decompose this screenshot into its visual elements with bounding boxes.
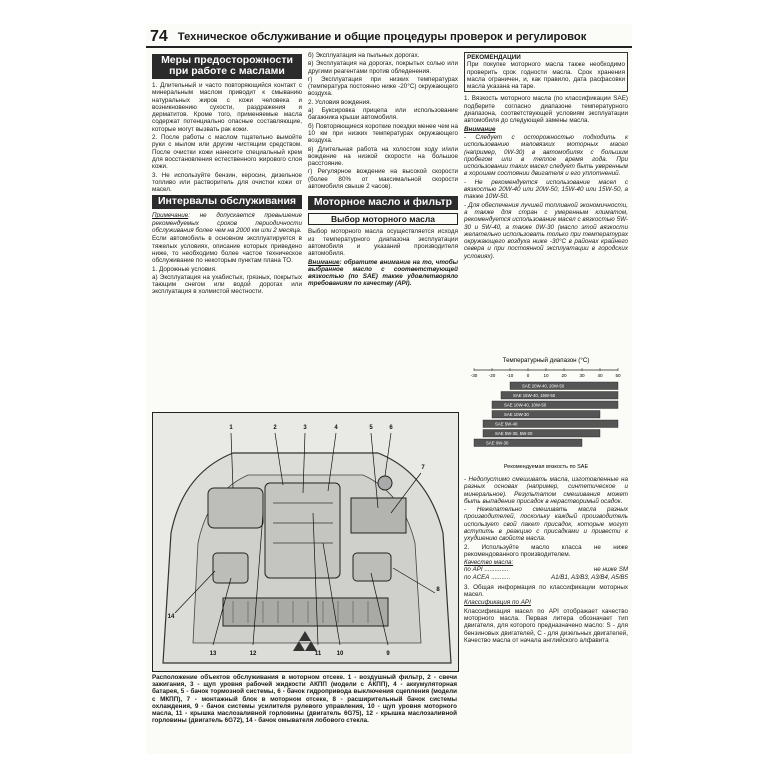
chart-tick-label: -30: [470, 373, 478, 378]
oil-quality-table: [464, 559, 628, 581]
note-paragraph: [152, 212, 302, 234]
callout-number: 12: [249, 651, 257, 657]
note-label: Примечание: [152, 212, 189, 220]
quality-label: Качество масла:: [464, 559, 514, 567]
chart-tick-label: 30: [579, 373, 585, 378]
chart-tick-label: 40: [597, 373, 603, 378]
callout-number: 5: [369, 425, 373, 431]
callout-number: 13: [209, 651, 217, 657]
acea-label: по ACEA: [464, 573, 490, 581]
attention-label: Внимание: [464, 125, 496, 133]
column-right: [464, 52, 628, 261]
callout-number: 11: [314, 651, 322, 657]
column-right-lower: [464, 476, 628, 645]
chart-bar-label: SAE 15W-40, 15W-50: [513, 393, 556, 398]
chart-title: Температурный диапазон (°С): [502, 357, 590, 364]
class-label: Классификация по API: [464, 599, 531, 607]
column-left: [152, 52, 302, 297]
paragraph: - Следует с осторожностью подходить к использованию маловязких моторных масел (например, 0W-30) в автомобилях с большим пробегом или в теплое время года. При использовании таких масел следует быть уверенным в хорошем состоянии двигателя и его уплотнений.: [464, 133, 628, 178]
paragraph: г) Эксплуатация при низких температурах (температура постоянно ниже -20°С) окружающего воздуха.: [308, 75, 458, 98]
chart-tick-label: 20: [561, 373, 567, 378]
paragraph: в) Эксплуатация на дорогах, покрытых солью или другими реагентами против обледенения.: [308, 60, 458, 75]
paragraph: Если автомобиль в основном эксплуатируется в тяжелых условиях, описание которых приведено ниже, то необходимо более частое техническое обслуживание по некоторым пунктам плана ТО.: [152, 235, 302, 265]
paragraph: 1. Дорожные условия.: [152, 265, 217, 273]
chart-xlabel: Рекомендуемая вязкость по SAE: [503, 464, 589, 470]
viscosity-chart: [464, 354, 628, 472]
callout-number: 10: [336, 651, 344, 657]
chart-bar-label: SAE 20W-40, 20W-50: [522, 383, 565, 389]
note-text: : не допускается превышение рекомендуемых сроков периодичности обслуживания более чем на 2000 км или 2 месяца.: [152, 212, 302, 235]
attention-paragraph: [308, 259, 458, 288]
chart-bar-label: SAE 5W-40: [495, 421, 518, 427]
api-label: по API: [464, 566, 483, 574]
recommendation-text: При покупке моторного масла также необходимо проверить срок годности масла. Срок хранения масла ограничен, и, как правило, дата расфасовки масла указана на таре.: [467, 61, 625, 91]
callout-number: 7: [421, 465, 425, 471]
chart-tick-label: 50: [615, 373, 621, 378]
chart-axis: [471, 368, 621, 378]
acea-value: A1/B1, A3/B3, A3/B4, A5/B5: [550, 573, 628, 581]
paragraph: 1. Длительный и часто повторяющийся контакт с минеральным маслом приводит к смыванию натуральных жиров с кожи человека и возникновению сухости, раздражения и дерматитов. Кроме того, применяемые масла содержат потенциально опасные составляющие, которые могут вызвать рак кожи.: [152, 82, 302, 133]
section-heading-oil: Моторное масло и фильтр: [308, 196, 458, 210]
chart-tick-label: -10: [506, 373, 514, 378]
paragraph: 2. После работы с маслом тщательно вымойте руки с мылом или другим чистящим средством. После очистки кожи нанесите специальный крем для восстановления естественного жирового слоя кожи.: [152, 134, 302, 171]
manual-page: [146, 24, 632, 754]
callout-number: 4: [334, 425, 338, 431]
page-header: [146, 24, 632, 48]
paragraph: Выбор моторного масла осуществляется исходя из температурного диапазона эксплуатации автомобиля и указаний производителя автомобиля.: [308, 228, 458, 258]
chart-bars: [474, 382, 618, 447]
paragraph: б) Повторяющиеся короткие поездки менее чем на 10 км при низких температурах окружающего воздуха.: [308, 122, 458, 145]
attention-text: : обратите внимание на то, чтобы выбранное масло с соответствующей вязкостью (по SAE) также удовлетворяло требованиям по качеству (API).: [308, 258, 458, 288]
section-heading-intervals: Интервалы обслуживания: [152, 195, 302, 209]
paragraph: 2. Условия вождения.: [308, 98, 372, 106]
column-middle: [308, 52, 458, 289]
page-number: 74: [150, 28, 168, 45]
recommendation-title: РЕКОМЕНДАЦИИ: [467, 54, 521, 61]
api-value: не ниже SM: [593, 566, 628, 574]
paragraph: - Нежелательно смешивать масла разных производителей, поскольку каждый производитель использует свой пакет присадок, которые могут вступить в реакцию с присадками и привести к ухудшению свойств масла.: [464, 506, 628, 543]
attention-label: Внимание: [308, 258, 340, 266]
callout-number: 1: [229, 425, 233, 431]
chart-tick-label: 0: [526, 373, 530, 378]
engine-bay-illustration: [152, 412, 459, 672]
paragraph: - Для обеспечения лучшей топливной экономичности, а также для стран с умеренным климатом, рекомендуется использование масел с вязкостью 5W-30 и 5W-40, а также 0W-30 (масло этой вязкости желательно использовать только при температурах окружающего воздуха ниже -30°С в районах крайнего севера и при постоянной эксплуатации в городских условиях).: [464, 201, 628, 260]
callout-number: 3: [303, 425, 307, 431]
recommendation-box: [464, 52, 628, 92]
illustration-caption: Расположение объектов обслуживания в моторном отсеке. 1 - воздушный фильтр, 2 - свечи зажигания, 3 - щуп уровня рабочей жидкости АКПП (модели с АКПП), 4 - аккумуляторная батарея, 5 - бачок тормозной системы, 6 - бачок гидропривода выключения сцепления (модели с МКПП), 7 - монтажный блок в моторном отсеке, 8 - расширительный бачок системы охлаждения, 9 - бачок системы усилителя рулевого управления, 10 - щуп уровня моторного масла, 11 - крышка маслозаливной горловины (двигатель 6G75), 12 - крышка маслозаливной горловины (двигатель 6G72), 14 - бачок омывателя лобового стекла.: [152, 674, 457, 725]
chart-bar-label: SAE 10W-40, 10W-50: [504, 402, 547, 408]
acea-row: по ACEA ........... A1/B1, A3/B3, A3/B4, A5/B5: [464, 573, 628, 581]
api-row: по API .............. не ниже SM: [464, 566, 628, 574]
paragraph: 3. Общая информация по классификации моторных масел.: [464, 583, 628, 599]
chart-tick-label: -20: [488, 373, 496, 378]
paragraph: 3. Не используйте бензин, керосин, дизельное топливо или растворитель для очистки кожи от масел.: [152, 171, 302, 194]
paragraph: а) Буксировка прицепа или использование багажника крыши автомобиля.: [308, 107, 458, 122]
section-heading-safety: Меры предосторожности при работе с маслами: [152, 54, 302, 79]
chart-bar-label: SAE 10W-30: [504, 412, 529, 417]
callout-number: 2: [273, 425, 277, 431]
paragraph: 1. Вязкость моторного масла (по классификации SAE) подберите согласно диапазоне температурного диапазона, соответствующей условиям эксплуатации автомобиля до следующей замены масла.: [464, 95, 628, 125]
paragraph: Классификация масел по API отображает качество моторного масла. Первая литера обозначает тип двигателя, для которого предназначено масло: S - для бензиновых двигателей, С - для дизельных двигателей, Качество масла от начала английского алфавита: [464, 607, 628, 644]
paragraph: 2. Используйте масло класса не ниже рекомендованного производителем.: [464, 543, 628, 558]
paragraph: в) Длительная работа на холостом ходу и/или вождение на низкой скорости на большое расстояние.: [308, 145, 458, 168]
paragraph: - Не рекомендуется использование масел с вязкостью 20W-40 или 20W-50, 15W-40 или 15W-50, а также 10W-50.: [464, 178, 628, 201]
callout-number: 8: [436, 587, 440, 593]
paragraph: а) Эксплуатация на ухабистых, грязных, покрытых тающим снегом или водой дорогах или эксплуатация в холмистой местности.: [152, 273, 302, 296]
engine-bay-drawing: [153, 413, 458, 671]
callout-number: 14: [167, 614, 175, 620]
paragraph: б) Эксплуатация на пыльных дорогах.: [308, 52, 420, 59]
chart-tick-label: 10: [543, 373, 549, 378]
callout-number: 6: [389, 425, 393, 431]
subsection-heading: Выбор моторного масла: [308, 213, 458, 225]
chart-bar-label: SAE 5W-30, 5W-20: [495, 431, 533, 436]
callout-number: 9: [386, 651, 390, 657]
running-title: Техническое обслуживание и общие процедуры проверок и регулировок: [177, 31, 587, 43]
paragraph: г) Регулярное вождение на высокой скорости (более 80% от максимальной скорости автомобиля свыше 2 часов).: [308, 168, 458, 191]
paragraph: - Недопустимо смешивать масла, изготовленные на разных основах (например, синтетическое и минеральное). Результатом смешивания может быть выпадение присадок в нерастворимый осадок.: [464, 476, 628, 505]
chart-bar-label: SAE 0W-30: [486, 440, 509, 446]
